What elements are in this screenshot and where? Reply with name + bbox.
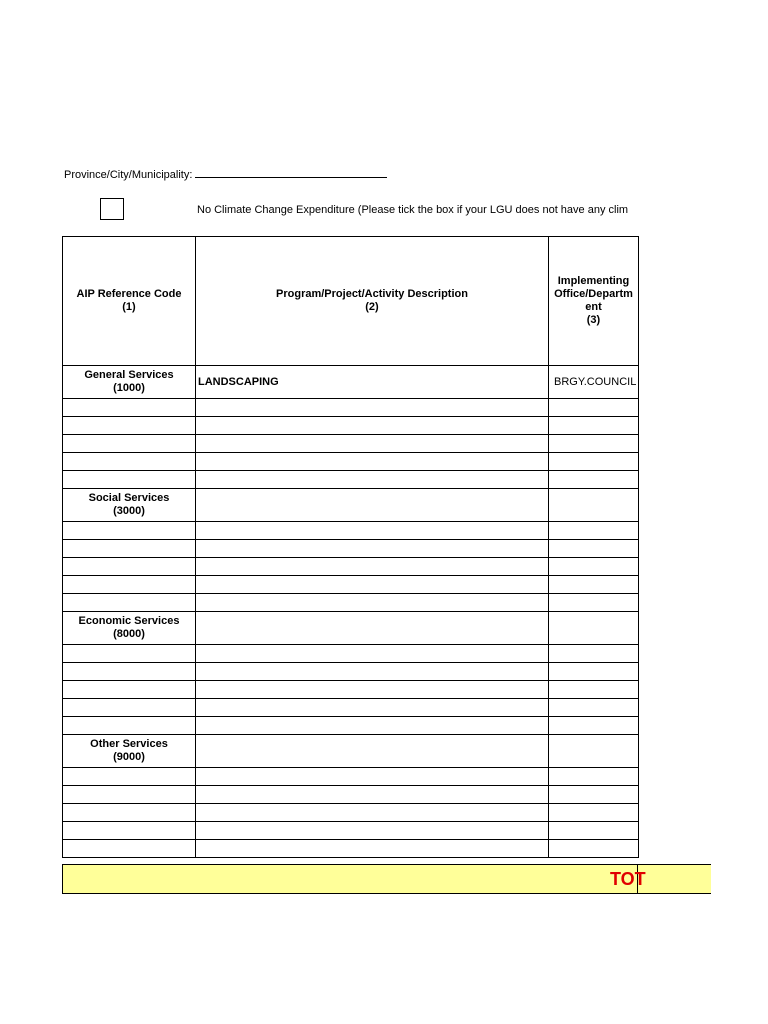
table-cell[interactable] bbox=[63, 522, 196, 540]
column-number: (1) bbox=[122, 301, 136, 313]
section-name: General Services bbox=[84, 369, 174, 381]
table-row bbox=[63, 699, 639, 717]
office-cell[interactable] bbox=[549, 489, 639, 522]
table-row bbox=[63, 558, 639, 576]
table-row bbox=[63, 663, 639, 681]
table-row bbox=[63, 417, 639, 435]
table-cell[interactable] bbox=[196, 399, 549, 417]
table-cell[interactable] bbox=[63, 840, 196, 858]
table-cell[interactable] bbox=[549, 645, 639, 663]
section-code: (8000) bbox=[113, 628, 145, 640]
province-label: Province/City/Municipality: bbox=[64, 169, 193, 181]
table-row bbox=[63, 717, 639, 735]
table-cell[interactable] bbox=[63, 822, 196, 840]
table-cell[interactable] bbox=[196, 576, 549, 594]
column-title: AIP Reference Code bbox=[76, 288, 182, 300]
table-cell[interactable] bbox=[549, 558, 639, 576]
column-title-line: Implementing bbox=[557, 275, 630, 287]
section-code: (1000) bbox=[113, 382, 145, 394]
column-number: (3) bbox=[586, 314, 601, 326]
column-header-implementing-office bbox=[549, 237, 639, 366]
table-cell[interactable] bbox=[196, 822, 549, 840]
table-cell[interactable] bbox=[63, 435, 196, 453]
table-cell[interactable] bbox=[63, 558, 196, 576]
table-cell[interactable] bbox=[196, 558, 549, 576]
table-cell[interactable] bbox=[549, 699, 639, 717]
table-row bbox=[63, 804, 639, 822]
column-number: (2) bbox=[365, 301, 379, 313]
table-cell[interactable] bbox=[63, 699, 196, 717]
table-cell[interactable] bbox=[63, 786, 196, 804]
table-cell[interactable] bbox=[196, 804, 549, 822]
table-cell[interactable] bbox=[196, 540, 549, 558]
table-cell[interactable] bbox=[196, 522, 549, 540]
no-climate-checkbox[interactable] bbox=[100, 198, 124, 220]
section-label bbox=[63, 489, 196, 522]
table-row bbox=[63, 576, 639, 594]
table-cell[interactable] bbox=[549, 822, 639, 840]
table-cell[interactable] bbox=[63, 471, 196, 489]
table-cell[interactable] bbox=[196, 594, 549, 612]
section-label bbox=[63, 612, 196, 645]
total-row-clip bbox=[63, 865, 646, 893]
office-cell[interactable]: BRGY.COUNCIL bbox=[549, 366, 639, 399]
table-cell[interactable] bbox=[196, 681, 549, 699]
table-row bbox=[63, 681, 639, 699]
table-cell[interactable] bbox=[549, 681, 639, 699]
table-cell[interactable] bbox=[63, 768, 196, 786]
table-row bbox=[63, 786, 639, 804]
section-label bbox=[63, 366, 196, 399]
table-header-row bbox=[63, 237, 639, 366]
table-row bbox=[63, 768, 639, 786]
table-cell[interactable] bbox=[63, 594, 196, 612]
table-row bbox=[63, 822, 639, 840]
table-cell[interactable] bbox=[549, 840, 639, 858]
office-cell[interactable] bbox=[549, 612, 639, 645]
description-cell[interactable] bbox=[196, 735, 549, 768]
total-label: TOT bbox=[610, 869, 646, 889]
description-cell[interactable] bbox=[196, 489, 549, 522]
description-cell[interactable] bbox=[196, 612, 549, 645]
table-cell[interactable] bbox=[196, 768, 549, 786]
table-cell[interactable] bbox=[63, 663, 196, 681]
section-name: Social Services bbox=[88, 492, 170, 504]
column-title-line: ent bbox=[585, 301, 602, 313]
table-cell[interactable] bbox=[63, 417, 196, 435]
column-title-line: Office/Departm bbox=[554, 288, 633, 300]
total-row bbox=[62, 864, 711, 894]
table-row bbox=[63, 471, 639, 489]
table-row bbox=[63, 645, 639, 663]
table-cell[interactable] bbox=[196, 645, 549, 663]
section-row-other-services bbox=[63, 735, 639, 768]
section-code: (9000) bbox=[113, 751, 145, 763]
section-code: (3000) bbox=[113, 505, 145, 517]
province-input-line[interactable] bbox=[195, 166, 387, 178]
table-row bbox=[63, 435, 639, 453]
table-cell[interactable] bbox=[549, 804, 639, 822]
table-cell[interactable] bbox=[63, 576, 196, 594]
table-cell[interactable] bbox=[549, 786, 639, 804]
table-cell[interactable] bbox=[196, 786, 549, 804]
table-cell[interactable] bbox=[549, 471, 639, 489]
table-row bbox=[63, 540, 639, 558]
table-cell[interactable] bbox=[549, 663, 639, 681]
table-row bbox=[63, 399, 639, 417]
table-cell[interactable] bbox=[63, 804, 196, 822]
table-row bbox=[63, 594, 639, 612]
table-cell[interactable] bbox=[549, 594, 639, 612]
table-cell[interactable] bbox=[549, 540, 639, 558]
section-label bbox=[63, 735, 196, 768]
table-cell[interactable] bbox=[63, 645, 196, 663]
table-row bbox=[63, 453, 639, 471]
no-climate-note: No Climate Change Expenditure (Please tick the box if your LGU does not have any clim bbox=[197, 204, 629, 216]
table-cell[interactable] bbox=[196, 663, 549, 681]
table-cell[interactable] bbox=[196, 417, 549, 435]
table-cell[interactable] bbox=[549, 576, 639, 594]
column-header-description bbox=[196, 237, 549, 366]
table-cell[interactable] bbox=[549, 435, 639, 453]
table-cell[interactable] bbox=[196, 471, 549, 489]
section-row-economic-services bbox=[63, 612, 639, 645]
description-cell[interactable]: LANDSCAPING bbox=[196, 366, 549, 399]
table-cell[interactable] bbox=[63, 399, 196, 417]
table-cell[interactable] bbox=[63, 540, 196, 558]
table-cell[interactable] bbox=[549, 417, 639, 435]
table-cell[interactable] bbox=[549, 399, 639, 417]
table-cell[interactable] bbox=[549, 768, 639, 786]
table-cell[interactable] bbox=[63, 681, 196, 699]
section-name: Economic Services bbox=[78, 615, 180, 627]
office-cell[interactable] bbox=[549, 735, 639, 768]
section-row-social-services bbox=[63, 489, 639, 522]
section-row-general-services bbox=[63, 366, 639, 399]
table-cell[interactable] bbox=[549, 717, 639, 735]
table-cell[interactable] bbox=[196, 699, 549, 717]
table-cell[interactable] bbox=[196, 435, 549, 453]
table-cell[interactable] bbox=[549, 453, 639, 471]
section-name: Other Services bbox=[90, 738, 168, 750]
table-cell[interactable] bbox=[63, 717, 196, 735]
table-row bbox=[63, 840, 639, 858]
column-title: Program/Project/Activity Description bbox=[276, 288, 468, 300]
table-cell[interactable] bbox=[549, 522, 639, 540]
table-cell[interactable] bbox=[196, 717, 549, 735]
province-field bbox=[64, 166, 387, 181]
aip-table bbox=[62, 236, 639, 858]
aip-table-container bbox=[62, 236, 638, 858]
table-cell[interactable] bbox=[196, 840, 549, 858]
column-header-aip-code bbox=[63, 237, 196, 366]
table-row bbox=[63, 522, 639, 540]
table-cell[interactable] bbox=[63, 453, 196, 471]
table-cell[interactable] bbox=[196, 453, 549, 471]
